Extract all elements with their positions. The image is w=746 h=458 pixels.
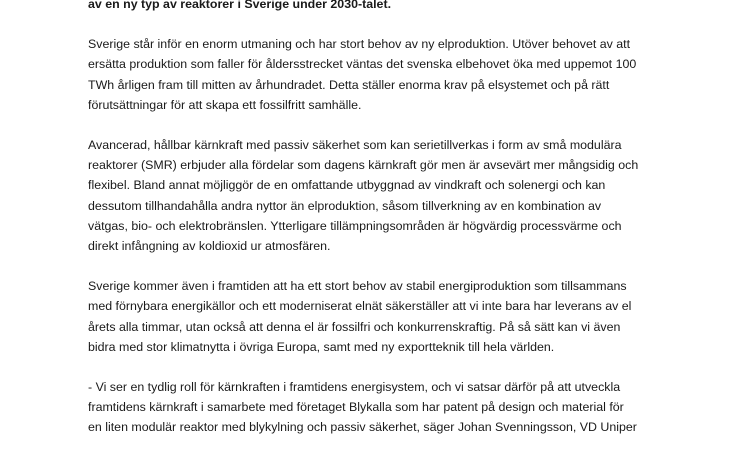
text-line: bidra med stor klimatnytta i övriga Europa, samt med ny exportteknik till hela världen. — [88, 339, 555, 354]
paragraph-challenge — [88, 34, 688, 115]
text-line: direkt infångning av koldioxid ur atmosfären. — [88, 239, 331, 254]
text-line: - Vi ser en tydlig roll för kärnkraften i framtidens energisystem, och vi satsar därför på att utveckla — [88, 380, 621, 395]
text-line: förutsättningar för att skapa ett fossilfritt samhälle. — [88, 97, 362, 112]
document-body — [88, 0, 688, 458]
text-line: Avancerad, hållbar kärnkraft med passiv säkerhet som kan serietillverkas i form av små modulära — [88, 138, 622, 153]
text-line: reaktorer (SMR) erbjuder alla fördelar som dagens kärnkraft gör men är avsevärt mer mångsidig och — [88, 158, 639, 173]
text-line: av en ny typ av reaktorer i Sverige under 2030-talet. — [88, 0, 392, 11]
text-line: med förnybara energikällor och ett moderniserat elnät säkerställer att vi inte bara har leverans av el — [88, 299, 632, 314]
text-line: vätgas, bio- och elektrobränslen. Ytterligare tillämpningsområden är högvärdig processvärme och — [88, 218, 622, 233]
text-line: en liten modulär reaktor med blykylning och passiv säkerhet, säger Johan Svenningsson, VD Uniper — [88, 420, 637, 435]
paragraph-smr — [88, 135, 688, 256]
text-line: framtidens kärnkraft i samarbete med företaget Blykalla som har patent på design och material för — [88, 400, 624, 415]
paragraph-energy-need — [88, 276, 688, 357]
text-line: flexibel. Bland annat möjliggör de en omfattande utbyggnad av vindkraft och solenergi och kan — [88, 178, 606, 193]
text-line: Sverige kommer även i framtiden att ha ett stort behov av stabil energiproduktion som tillsammans — [88, 279, 627, 294]
text-line: TWh årligen fram till mitten av århundradet. Detta ställer enorma krav på elsystemet och på rätt — [88, 77, 610, 92]
text-line: ersätta produktion som faller för åldersstrecket väntas det svenska elbehovet öka med uppemot 100 — [88, 57, 637, 72]
text-line: årets alla timmar, utan också att denna el är fossilfri och konkurrenskraftig. På så sätt kan vi även — [88, 319, 621, 334]
text-line: dessutom tillhandahålla andra nyttor än elproduktion, såsom tillverkning av en kombination av — [88, 198, 602, 213]
lead-line — [88, 0, 688, 14]
text-line: Sverige står inför en enorm utmaning och har stort behov av ny elproduktion. Utöver behovet av att — [88, 37, 631, 52]
paragraph-quote — [88, 377, 688, 438]
